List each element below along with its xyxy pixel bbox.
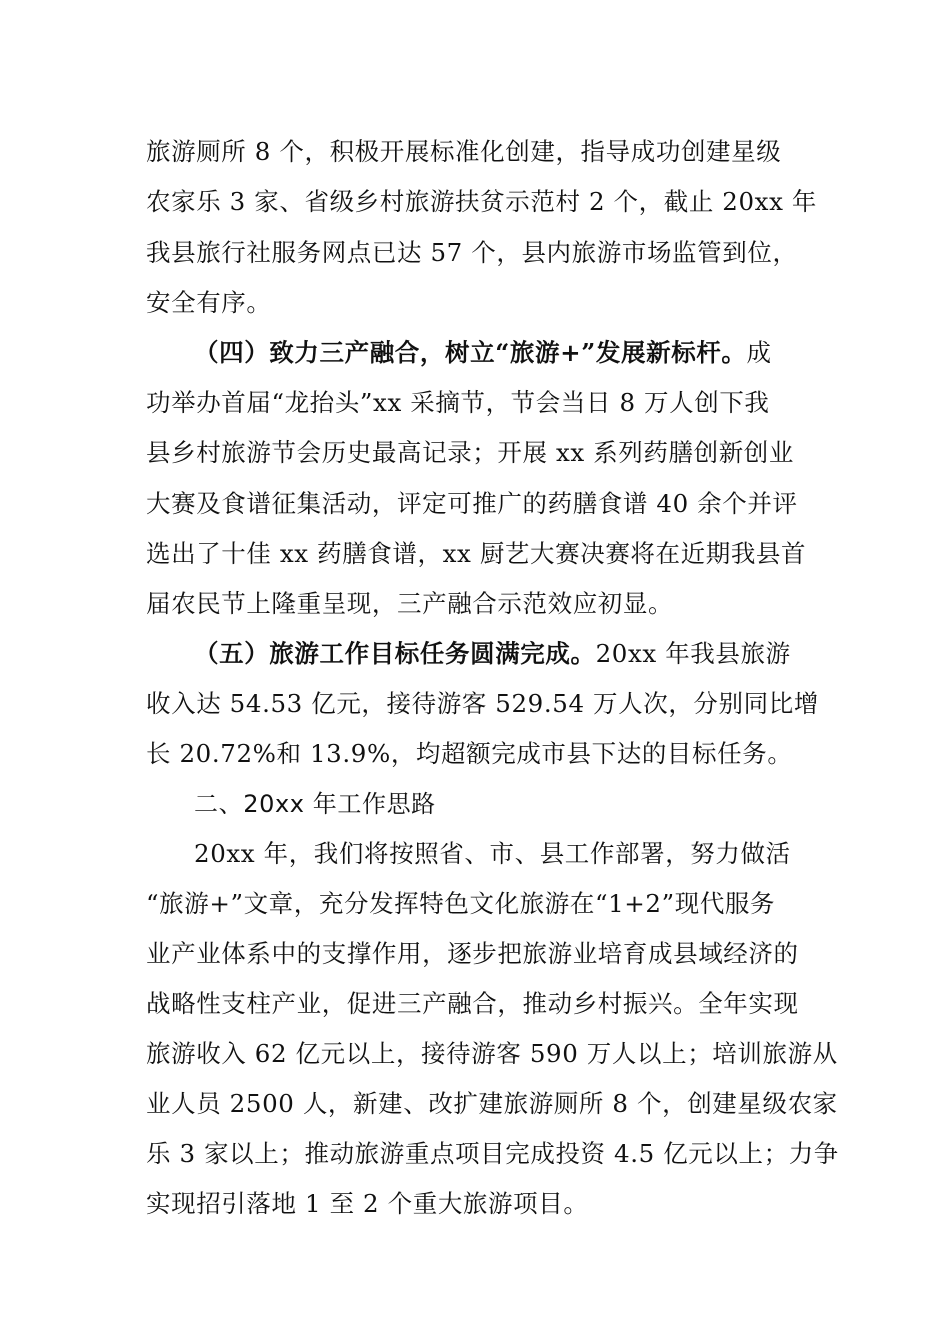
text-segment: 功举办首届“龙抬头”xx 采摘节，节会当日 8 万人创下我 [146,388,770,417]
text-segment: 大赛及食谱征集活动，评定可推广的药膳食谱 40 余个并评 [146,489,798,518]
text-segment: 业产业体系中的支撑作用，逐步把旅游业培育成县域经济的 [146,939,799,968]
text-line [146,182,836,222]
text-segment: 收入达 54.53 亿元，接待游客 529.54 万人次，分别同比增 [146,689,819,718]
text-segment: 我县旅行社服务网点已达 57 个，县内旅游市场监管到位， [146,238,798,267]
text-line [146,383,836,423]
text-segment: 选出了十佳 xx 药膳食谱，xx 厨艺大赛决赛将在近期我县首 [146,539,807,568]
text-line [146,934,836,974]
text-segment: 旅游收入 62 亿元以上，接待游客 590 万人以上；培训旅游从 [146,1039,838,1068]
text-line [146,233,836,273]
text-line [146,684,836,724]
text-line [146,584,836,624]
section-heading-line [194,333,836,373]
text-line [146,484,836,524]
text-segment: 届农民节上隆重呈现，三产融合示范效应初显。 [146,589,674,618]
text-line [146,283,836,323]
text-segment: 农家乐 3 家、省级乡村旅游扶贫示范村 2 个，截止 20xx 年 [146,187,818,216]
text-segment: 实现招引落地 1 至 2 个重大旅游项目。 [146,1189,589,1218]
text-segment: 县乡村旅游节会历史最高记录；开展 xx 系列药膳创新创业 [146,438,795,467]
text-line [146,1184,836,1224]
chapter-heading-line [194,784,836,824]
text-line [146,884,836,924]
section-heading-four: （四）致力三产融合，树立“旅游+”发展新标杆。 [194,338,747,367]
text-segment: 旅游厕所 8 个，积极开展标准化创建，指导成功创建星级 [146,137,782,166]
text-segment: 战略性支柱产业，促进三产融合，推动乡村振兴。全年实现 [146,989,799,1018]
text-segment: 20xx 年，我们将按照省、市、县工作部署，努力做活 [194,839,791,868]
text-segment: 长 20.72%和 13.9%，均超额完成市县下达的目标任务。 [146,739,793,768]
text-line [146,1084,836,1124]
section-heading-five: （五）旅游工作目标任务圆满完成。 [194,639,596,668]
text-segment: 乐 3 家以上；推动旅游重点项目完成投资 4.5 亿元以上；力争 [146,1139,839,1168]
text-line [146,1134,839,1174]
text-line [146,984,836,1024]
text-line [146,734,836,774]
text-line [194,834,836,874]
text-segment: 成 [746,338,772,367]
text-segment: 安全有序。 [146,288,272,317]
text-line [146,1034,836,1074]
text-segment: 业人员 2500 人，新建、改扩建旅游厕所 8 个，创建星级农家 [146,1089,838,1118]
chapter-heading: 二、20xx 年工作思路 [194,790,436,818]
section-heading-line [194,634,836,674]
text-segment: “旅游+”文章，充分发挥特色文化旅游在“1+2”现代服务 [146,889,776,918]
text-segment: 20xx 年我县旅游 [595,639,791,668]
text-line [146,132,836,172]
text-line [146,534,836,574]
text-line [146,433,836,473]
